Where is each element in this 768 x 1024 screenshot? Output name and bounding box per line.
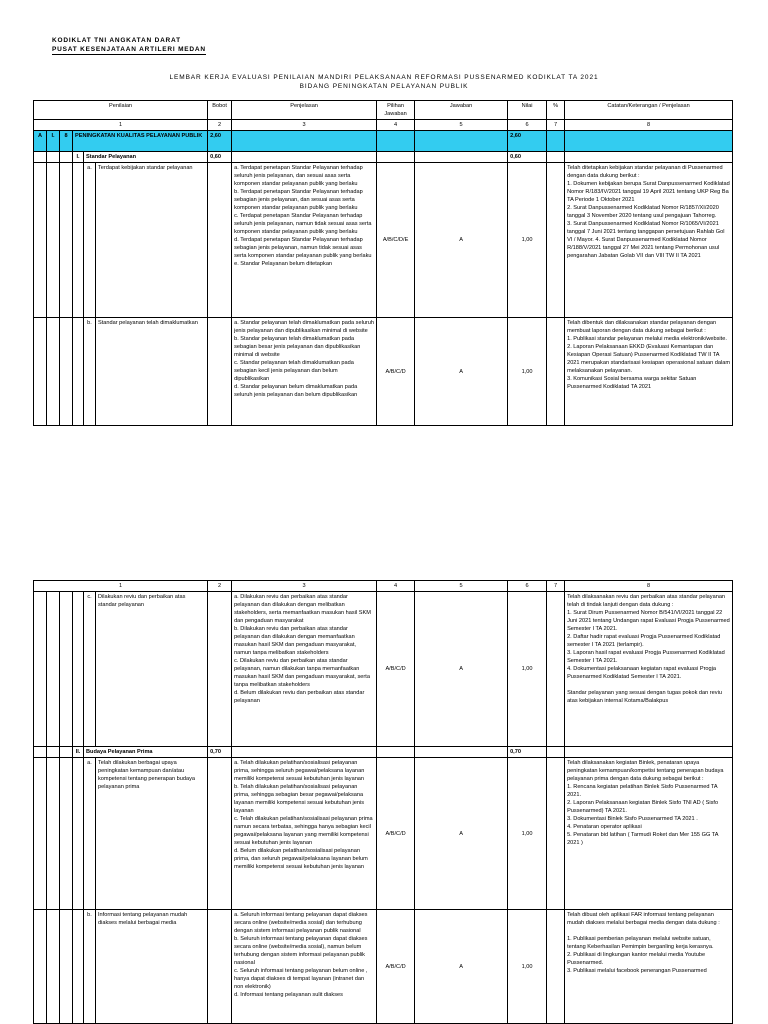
section-code: A — [34, 131, 47, 152]
section-a-row — [34, 131, 733, 152]
org-line-1: KODIKLAT TNI ANGKATAN DARAT — [52, 37, 181, 44]
jawaban-value: A — [415, 910, 508, 1024]
indicator-letter: b. — [84, 318, 96, 426]
nilai-value: 1,00 — [508, 163, 547, 318]
nilai-value: 1,00 — [508, 318, 547, 426]
pilihan-jawaban: A/B/C/D — [377, 910, 415, 1024]
subsection-number: I. — [73, 152, 84, 163]
number-row — [34, 581, 733, 592]
penjelasan-text: a. Terdapat penetapan Standar Pelayanan terhadap seluruh jenis pelayanan, dan sesuai asas serta komponen standar pelayanan publik yang berlaku b. Terdapat penetapan Standar Pelayanan terhadap sebagian jenis pelayanan, dan sesuai asas serta komponen standar pelayanan publik yang berlaku c. Terdapat penetapan Standar Pelayanan terhadap seluruh jenis pelayanan, namun tidak sesuai asas serta komponen standar pelayanan publik yang berlaku d. Terdapat penetapan Standar Pelayanan terhadap sebagian jenis pelayanan, namun tidak sesuai asas serta komponen standar pelayanan publik yang berlaku e. Standar Pelayanan belum ditetapkan — [232, 163, 377, 318]
catatan-text: Telah dibuat oleh aplikasi FAR informasi tentang pelayanan mudah diakses melalui berbagai media dengan data dukung : 1. Publikasi pemberian pelayanan melalui website satuan, tentang Keberhasilan Pemimpin berganling kerja kerasnya. 2. Publikasi di lingkungan kantor melalui media Youtube Pussenarmed. 3. Publikasi melalui facebook penerangan Pussenarmed — [565, 910, 733, 1024]
penjelasan-text: a. Telah dilakukan pelatihan/sosialisasi pelayanan prima, sehingga seluruh pegawai/pelaksana layanan memiliki kompetensi sesuai kebutuhan jenis layanan b. Telah dilakukan pelatihan/sosialisasi pelayanan prima, sehingga sebagian besar pegawai/pelaksana layanan memiliki kompetensi sesuai kebutuhan jenis layanan c. Telah dilakukan pelatihan/sosialisasi pelayanan prima namun secara terbatas, sehingga hanya sebagian kecil pegawai/pelaksana layanan yang memiliki kompetensi sesuai kebutuhan jenis layanan d. Belum dilakukan pelatihan/sosialisasi pelayanan prima, dan seluruh pegawai/pelaksana layanan belum memiliki kompetensi sesuai kebutuhan jenis layanan — [232, 758, 377, 910]
nilai-value: 1,00 — [508, 592, 547, 747]
subsection-bobot: 0,60 — [208, 152, 232, 163]
table-row — [34, 758, 733, 910]
section-label: PENINGKATAN KUALITAS PELAYANAN PUBLIK — [73, 131, 208, 152]
indicator-text: Terdapat kebijakan standar pelayanan — [96, 163, 208, 318]
indicator-letter: a. — [84, 758, 96, 910]
header-row — [34, 101, 733, 120]
jawaban-value: A — [415, 758, 508, 910]
table-row — [34, 163, 733, 318]
pilihan-jawaban: A/B/C/D/E — [377, 163, 415, 318]
table-row — [34, 592, 733, 747]
col-number: 8 — [565, 581, 733, 592]
penjelasan-text: a. Seluruh informasi tentang pelayanan dapat diakses secara online (website/media sosial) dan terhubung dengan sistem informasi pelayanan publik nasional b. Seluruh informasi tentang pelayanan dapat diakses secara online (website/media sosial), namun belum terhubung dengan sistem informasi pelayanan publik nasional c. Seluruh informasi tentang pelayanan belum online , hanya dapat diakses di tempat layanan (intranet dan non elektronik) d. Informasi tentang pelayanan sulit diakses — [232, 910, 377, 1024]
indicator-letter: a. — [84, 163, 96, 318]
col-penjelasan: Penjelasan — [232, 101, 377, 120]
jawaban-value: A — [415, 592, 508, 747]
pilihan-jawaban: A/B/C/D — [377, 318, 415, 426]
jawaban-value: A — [415, 318, 508, 426]
col-number: 6 — [508, 120, 547, 131]
col-persen: % — [547, 101, 565, 120]
col-jawaban: Jawaban — [415, 101, 508, 120]
col-number: 4 — [377, 581, 415, 592]
section-code: I. — [47, 131, 60, 152]
jawaban-value: A — [415, 163, 508, 318]
subsection-row — [34, 152, 733, 163]
col-number: 3 — [232, 581, 377, 592]
indicator-letter: b. — [84, 910, 96, 1024]
penjelasan-text: a. Standar pelayanan telah dimaklumatkan pada seluruh jenis pelayanan dan dipublikasikan minimal di website b. Standar pelayanan telah dimaklumatkan pada sebagian besar jenis pelayanan dan dipublikasikan minimal di website c. Standar pelayanan telah dimaklumatkan pada sebagian kecil jenis pelayanan dan belum dipublikasikan d. Standar pelayanan belum dimaklumatkan pada seluruh jenis pelayanan dan belum dipublikasikan — [232, 318, 377, 426]
org-line-2: PUSAT KESENJATAAN ARTILERI MEDAN — [52, 46, 206, 53]
section-bobot: 2,60 — [208, 131, 232, 152]
col-pilihan: Pilihan Jawaban — [377, 101, 415, 120]
evaluation-table-part-2 — [33, 580, 733, 1024]
col-nilai: Nilai — [508, 101, 547, 120]
indicator-text: Informasi tentang pelayanan mudah diakses melalui berbagai media — [96, 910, 208, 1024]
col-number: 4 — [377, 120, 415, 131]
catatan-text: Telah dilaksanakan reviu dan perbaikan atas standar pelayanan telah di tindak lanjuti dengan data dukung : 1. Surat Dirum Pussenarmed Nomor B/541/VI/2021 tanggal 22 Juni 2021 tentang Undangan rapat Evaluasi Progja Pussenarmed Semester I TA 2021. 2. Daftar hadir rapat evaluasi Progja Pussenarmed Kodiklatad semester I TA 2021 (terlampir). 3. Laporan hasil rapat evaluasi Progja Pussenarmed Kodiklatad Semester I TA 2021. 4. Dokumentasi pelaksanaan kegiatan rapat evaluasi Progja Pussenarmed Kodiklatad Semester I TA 2021. Standar pelayanan yang sesuai dengan tugas pokok dan reviu atas kebijakan internal Kotama/Balakpus — [565, 592, 733, 747]
col-number: 7 — [547, 120, 565, 131]
col-number: 6 — [508, 581, 547, 592]
nilai-value: 1,00 — [508, 758, 547, 910]
col-number: 1 — [34, 581, 208, 592]
pilihan-jawaban: A/B/C/D — [377, 758, 415, 910]
subsection-number: II. — [73, 747, 84, 758]
subsection-label: Standar Pelayanan — [84, 152, 208, 163]
col-number: 2 — [208, 581, 232, 592]
table-row — [34, 318, 733, 426]
col-number: 5 — [415, 120, 508, 131]
col-number: 2 — [208, 120, 232, 131]
catatan-text: Telah dibentuk dan dilaksanakan standar pelayanan dengan membuat laporan dengan data dukung sebagai berikut : 1. Publikasi standar pelayanan melalui media elektronik/website. 2. Laporan Pelaksanaan EKKD (Evaluasi Kemantapan dan Kesiapan Operasi Satuan) Pussenarmed Kodiklatad TW II TA 2021 merupakan standarisasi kesiapan operasional satuan dalam melaksanakan pelayanan. 3. Komunikasi Sosial bersama warga sekitar Satuan Pussenarmed Kodiklatad TA 2021 — [565, 318, 733, 426]
catatan-text: Telah dilaksanakan kegiatan Binlek, penataran upaya peningkatan kemampuan/kompetisi tentang penerapan budaya pelayanan prima dengan data dukung sebagai berikut : 1. Rencana kegiatan pelatihan Binlek Sisfo Pussenarmed TA 2021. 2. Laporan Pelaksanaan kegiatan Binlek Sisfo TNI AD ( Sisfo Pussenarmed) TA 2021. 3. Dokumentasi Binlek Sisfo Pussenarmed TA 2021 . 4. Penataran operator aplikasi 5. Penataran bid latihan ( Tarmudi Roket dan Mer 155 GG TA 2021 ) — [565, 758, 733, 910]
col-bobot: Bobot — [208, 101, 232, 120]
section-code: 8 — [60, 131, 73, 152]
col-catatan: Catatan/Keterangan / Penjelasan — [565, 101, 733, 120]
col-number: 7 — [547, 581, 565, 592]
col-number: 3 — [232, 120, 377, 131]
indicator-letter: c. — [84, 592, 96, 747]
nilai-value: 1,00 — [508, 910, 547, 1024]
penjelasan-text: a. Dilakukan reviu dan perbaikan atas standar pelayanan dan dilakukan dengan melibatkan stakeholders, serta memanfaatkan masukan hasil SKM dan pengaduan masyarakat b. Dilakukan reviu dan perbaikan atas standar pelayanan dan dilakukan dengan memanfaatkan masukan hasil SKM dan pengaduan masyarakat, namun tanpa melibatkan stakeholders c. Dilakukan reviu dan perbaikan atas standar pelayanan, namun dilakukan tanpa memanfaatkan masukan hasil SKM dan pengaduan masyarakat, serta tanpa melibatkan stakeholders d. Belum dilakukan reviu dan perbaikan atas standar pelayanan — [232, 592, 377, 747]
indicator-text: Telah dilakukan berbagai upaya peningkatan kemampuan dan/atau kompetensi tentang penerapan budaya pelayanan prima — [96, 758, 208, 910]
col-number: 1 — [34, 120, 208, 131]
subsection-nilai: 0,70 — [508, 747, 547, 758]
table-row — [34, 910, 733, 1024]
col-number: 8 — [565, 120, 733, 131]
pilihan-jawaban: A/B/C/D — [377, 592, 415, 747]
catatan-text: Telah ditetapkan kebijakan standar pelayanan di Pussenarmed dengan data dukung berikut : 1. Dokumen kebijakan berupa Surat Danpussenarmed Kodiklatad Nomor R/183/IV/2021 tanggal 19 April 2021 tentang UKP Reg Ba TA Periode 1 Oktober 2021 2. Surat Danpussenarmed Kodiklatad Nomor R/1857/XI/2020 tanggal 3 November 2020 tentang usul pengajuan Tahorreg. 3. Surat Danpussenarmed Kodiklatad Nomor R/1065/VI/2021 tanggal 7 Juni 2021 tentang tanggapan persetujuan Rahlab Gol VI / Mayor. 4. Surat Danpussenarmed Kodiklatad Nomor R/188/V/2021 tanggal 27 Mei 2021 tentang Permohonan usul pengarahan Jabatan Golab VII dan VIII TW II TA 2021 — [565, 163, 733, 318]
indicator-text: Dilakukan reviu dan perbaikan atas standar pelayanan — [96, 592, 208, 747]
number-row — [34, 120, 733, 131]
doc-subtitle: BIDANG PENINGKATAN PELAYANAN PUBLIK — [299, 83, 469, 90]
subsection-nilai: 0,60 — [508, 152, 547, 163]
subsection-label: Budaya Pelayanan Prima — [84, 747, 208, 758]
subsection-row — [34, 747, 733, 758]
col-number: 5 — [415, 581, 508, 592]
doc-title: LEMBAR KERJA EVALUASI PENILAIAN MANDIRI PELAKSANAAN REFORMASI PUSSENARMED KODIKLAT TA 2021 — [169, 74, 599, 81]
section-nilai: 2,60 — [508, 131, 547, 152]
indicator-text: Standar pelayanan telah dimaklumatkan — [96, 318, 208, 426]
col-penilaian: Penilaian — [34, 101, 208, 120]
evaluation-table-part-1 — [33, 100, 733, 426]
subsection-bobot: 0,70 — [208, 747, 232, 758]
